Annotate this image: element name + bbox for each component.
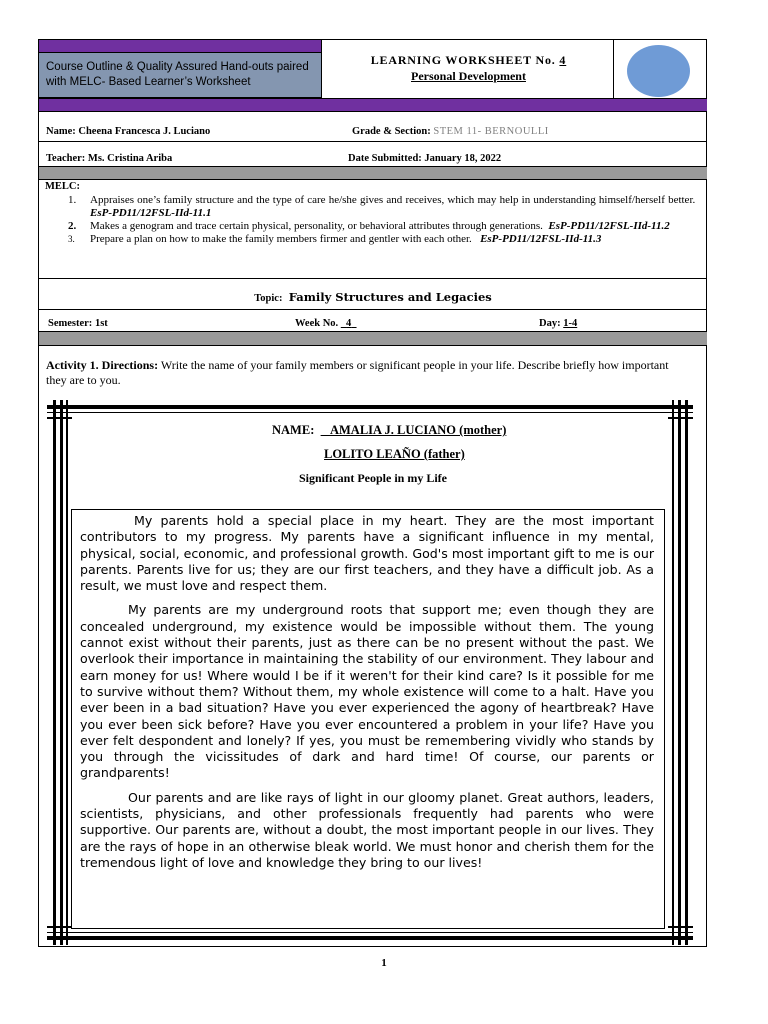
header-course-outline-text: Course Outline & Quality Assured Hand-outs paired with MELC- Based Learner’s Worksheet — [46, 61, 309, 88]
melc-list — [68, 194, 698, 246]
student-name: Name: Cheena Francesca J. Luciano — [46, 126, 211, 137]
gray-divider-bar — [39, 331, 707, 346]
row-divider — [39, 141, 707, 142]
row-divider — [39, 278, 707, 279]
purple-divider-bar — [39, 98, 707, 112]
row-divider — [39, 309, 707, 310]
day: Day: 1-4 — [539, 318, 578, 329]
card-heading: Significant People in my Life — [299, 471, 447, 485]
card-name-line-2: LOLITO LEAÑO (father) — [324, 447, 465, 461]
essay-text — [80, 513, 654, 871]
date-submitted: Date Submitted: January 18, 2022 — [348, 153, 502, 164]
essay-paragraph-2: My parents are my underground roots that support me; even though they are concealed underground, my existence would be impossible without them. The young cannot exist without their parents, just as there can be no present without the past. We overlook their importance in maintaining the stability of our environment. They labour and earn money for us! Where would I be if it weren't for their kind care? Is it possible for me to survive without them? Without them, my whole existence will come to a halt. Have you ever been in a bad situation? Have you ever experienced the agony of heartbreak? Have you ever been sick before? Have you ever encountered a problem in your life? Have you ever felt despondent and lonely? If yes, you must be remembering vividly who stands by you through the vicissitudes of dark and hard time! Of course, our parents or grandparents! — [80, 602, 654, 781]
worksheet-title-text: LEARNING WORKSHEET No. — [370, 53, 560, 67]
teacher-name: Teacher: Ms. Cristina Ariba — [46, 153, 173, 164]
worksheet-subject: Personal Development — [411, 69, 526, 83]
school-logo — [627, 45, 690, 97]
semester: Semester: 1st — [48, 318, 108, 329]
worksheet-title — [323, 53, 614, 68]
melc-item-1: 1. Appraises one’s family structure and the type of care he/she gives and receives, which may help in understanding himself/herself better. EsP-PD11/12FSL-IId-11.1 — [68, 194, 696, 219]
melc-item-2: 2. Makes a genogram and trace certain physical, personality, or behavioral attributes through generations. EsP-PD11/12FSL-IId-11.2 — [68, 220, 670, 232]
topic: Topic: Family Structures and Legacies — [254, 290, 492, 304]
worksheet-number: 4 — [559, 53, 567, 67]
activity-directions: Activity 1. Directions: Write the name of your family members or significant people in your life. Describe briefly how important they are to you. — [46, 358, 669, 387]
week-number: Week No. 4 — [295, 318, 352, 329]
grade-section: Grade & Section: STEM 11- BERNOULLI — [352, 126, 549, 137]
gray-divider-bar — [39, 166, 707, 180]
melc-item-3: 3. Prepare a plan on how to make the family members firmer and gentler with each other. EsP-PD11/12FSL-IId-11.3 — [68, 233, 602, 245]
melc-label: MELC: — [45, 181, 80, 192]
essay-paragraph-1: My parents hold a special place in my heart. They are the most important contributors to my progress. My parents have a significant influence in my mental, physical, social, economic, and professional growth. God's most important gift to me is our parents. Parents live for us; they are our first teachers, and they have a difficult job. As a result, we must love and respect them. — [80, 513, 654, 594]
essay-paragraph-3: Our parents and are like rays of light in our gloomy planet. Great authors, leaders, scientists, physicians, and other professionals frequently had parents who were supportive. Our parents are, without a doubt, the most important people in our lives. They are the rays of hope in an otherwise bleak world. We must honor and cherish them for the tremendous light of love and knowledge they bring to our lives! — [80, 789, 654, 870]
card-name-line: NAME: AMALIA J. LUCIANO (mother) — [272, 423, 507, 437]
page-number: 1 — [381, 957, 387, 969]
